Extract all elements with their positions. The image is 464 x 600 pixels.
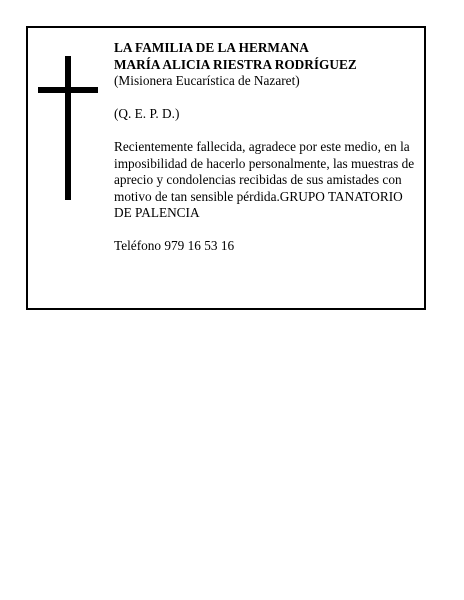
spacer (114, 90, 422, 107)
gratitude-message: Recientemente fallecida, agradece por este medio, en la imposibilidad de hacerlo personalmente, las muestras de aprecio y condolencias recibidas de sus amistades con motivo de tan sensible pérdida.GRUPO TANATORIO DE PALENCIA (114, 139, 415, 220)
cross-vertical-bar (65, 56, 71, 200)
notice-content (114, 40, 422, 255)
phone-line: Teléfono 979 16 53 16 (114, 238, 235, 253)
rip-line: (Q. E. P. D.) (114, 106, 180, 121)
cross-horizontal-bar (38, 87, 98, 93)
spacer (114, 123, 422, 140)
latin-cross-icon (38, 56, 98, 200)
religious-order: (Misionera Eucarística de Nazaret) (114, 73, 300, 88)
spacer (114, 222, 422, 239)
obituary-notice (26, 26, 426, 310)
deceased-name: MARÍA ALICIA RIESTRA RODRÍGUEZ (114, 56, 357, 72)
family-line: LA FAMILIA DE LA HERMANA (114, 40, 309, 55)
